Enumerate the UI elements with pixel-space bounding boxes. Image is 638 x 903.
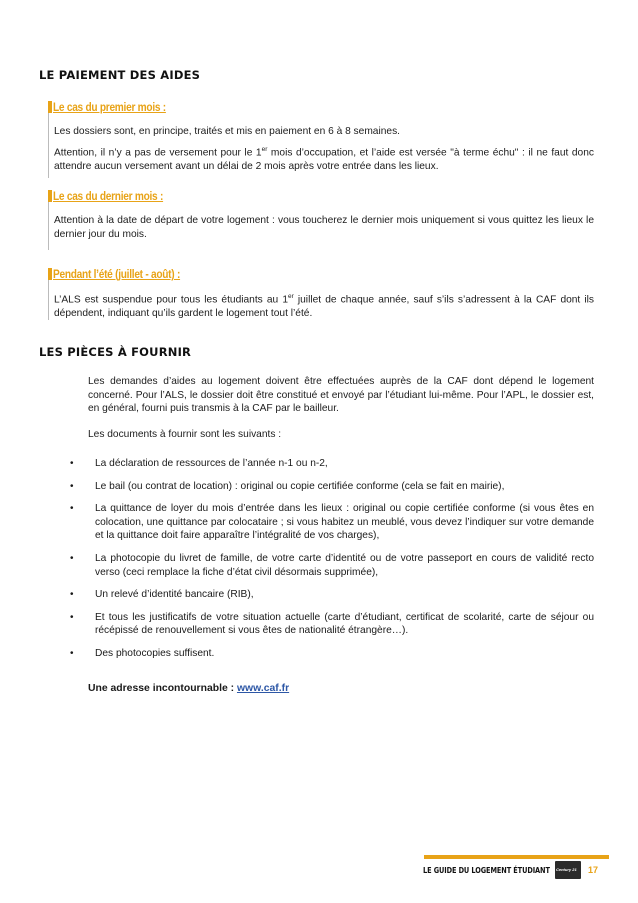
section-heading-pieces: LES PIÈCES À FOURNIR <box>39 345 192 359</box>
list-item <box>70 647 594 661</box>
bullet-icon: • <box>70 589 74 601</box>
list-item-text: Le bail (ou contrat de location) : original ou copie certifiée conforme (cela se fait en mairie), <box>95 480 505 492</box>
section-heading-paiement: LE PAIEMENT DES AIDES <box>39 68 201 82</box>
bullet-icon: • <box>70 647 74 659</box>
bullet-icon: • <box>70 611 74 623</box>
left-rule <box>48 113 49 178</box>
footer-accent-bar <box>424 855 609 859</box>
footer-guide-title: LE GUIDE DU LOGEMENT ÉTUDIANT <box>423 866 550 875</box>
superscript: er <box>287 293 294 300</box>
century21-logo <box>555 861 581 879</box>
list-item-text: Et tous les justificatifs de votre situation actuelle (carte d’étudiant, certificat de scolarité, carte de séjour ou récépissé de renouvellement si vous êtes de nationalité étrangère…). <box>95 611 594 637</box>
left-rule <box>48 202 49 250</box>
paragraph-demandes: Les demandes d’aides au logement doivent être effectuées auprès de la CAF dont dépend le logement concerné. Pour l’ALS, le dossier doit être constitué et envoyé par l’étudiant lui-même. Pour l’APL, le dossier est, en général, fourni puis transmis à la CAF par le bailleur. <box>88 376 594 415</box>
subheading-ete: Pendant l’été (juillet - août) : <box>53 269 181 281</box>
list-item-text: La photocopie du livret de famille, de votre carte d’identité ou de votre passeport en cours de validité recto verso (ceci remplace la fiche d’état civil désormais supprimée), <box>95 552 594 578</box>
bullet-icon: • <box>70 458 74 469</box>
text-part: Attention, il n’y a pas de versement pour le 1 <box>54 147 262 159</box>
bullet-icon: • <box>70 503 74 515</box>
accent-bar <box>48 268 52 280</box>
subheading-dernier-mois: Le cas du dernier mois : <box>53 191 164 203</box>
logo-text: Century 21 <box>556 867 577 872</box>
list-item <box>70 552 594 579</box>
left-rule <box>48 280 49 320</box>
paragraph-ete <box>54 290 594 321</box>
bullet-icon: • <box>70 480 74 492</box>
accent-bar <box>48 190 52 202</box>
text-part: L’ALS est suspendue pour tous les étudiants au 1 <box>54 294 288 306</box>
list-item <box>70 611 594 638</box>
address-label: Une adresse incontournable : <box>88 683 237 694</box>
paragraph-documents-intro: Les documents à fournir sont les suivants : <box>88 429 282 440</box>
superscript: er <box>261 146 268 153</box>
list-item <box>70 588 594 602</box>
list-item <box>70 480 594 494</box>
list-item-text: La quittance de loyer du mois d’entrée dans les lieux : original ou copie certifiée conforme (si vous êtes en colocation, une quittance par colocataire ; si vous habitez un meublé, vous devez l’indiquer sur votre demande et la quittance doit faire apparaître l’intégralité de vos charges), <box>95 503 594 542</box>
paragraph-premier-mois <box>54 143 594 174</box>
caf-link[interactable]: www.caf.fr <box>236 683 290 694</box>
page-number: 17 <box>588 865 599 875</box>
documents-list <box>70 457 594 670</box>
list-item-text: Un relevé d’identité bancaire (RIB), <box>95 589 254 601</box>
paragraph-delai-traitement: Les dossiers sont, en principe, traités et mis en paiement en 6 à 8 semaines. <box>54 126 400 137</box>
list-item-text: Des photocopies suffisent. <box>95 647 215 659</box>
list-item-text: La déclaration de ressources de l’année n-1 ou n-2, <box>95 458 328 469</box>
list-item <box>70 502 594 543</box>
accent-bar <box>48 101 52 113</box>
text-part: mois d’occupation, et l’aide est versée "à terme échu" : il ne faut donc attendre aucun versement avant un délai de 2 mois après votre entrée dans les lieux. <box>54 147 594 172</box>
subheading-premier-mois: Le cas du premier mois : <box>53 102 166 114</box>
list-item <box>70 457 594 471</box>
address-line <box>88 683 289 694</box>
paragraph-dernier-mois: Attention à la date de départ de votre logement : vous toucherez le dernier mois uniquement si vous quittez les lieux le dernier jour du mois. <box>54 215 594 240</box>
text-part: juillet de chaque année, sauf s’ils s’adressent à la CAF dont ils dépendent, indiquant qu’ils gardent le logement tout l’été. <box>54 294 595 319</box>
bullet-icon: • <box>70 552 74 564</box>
